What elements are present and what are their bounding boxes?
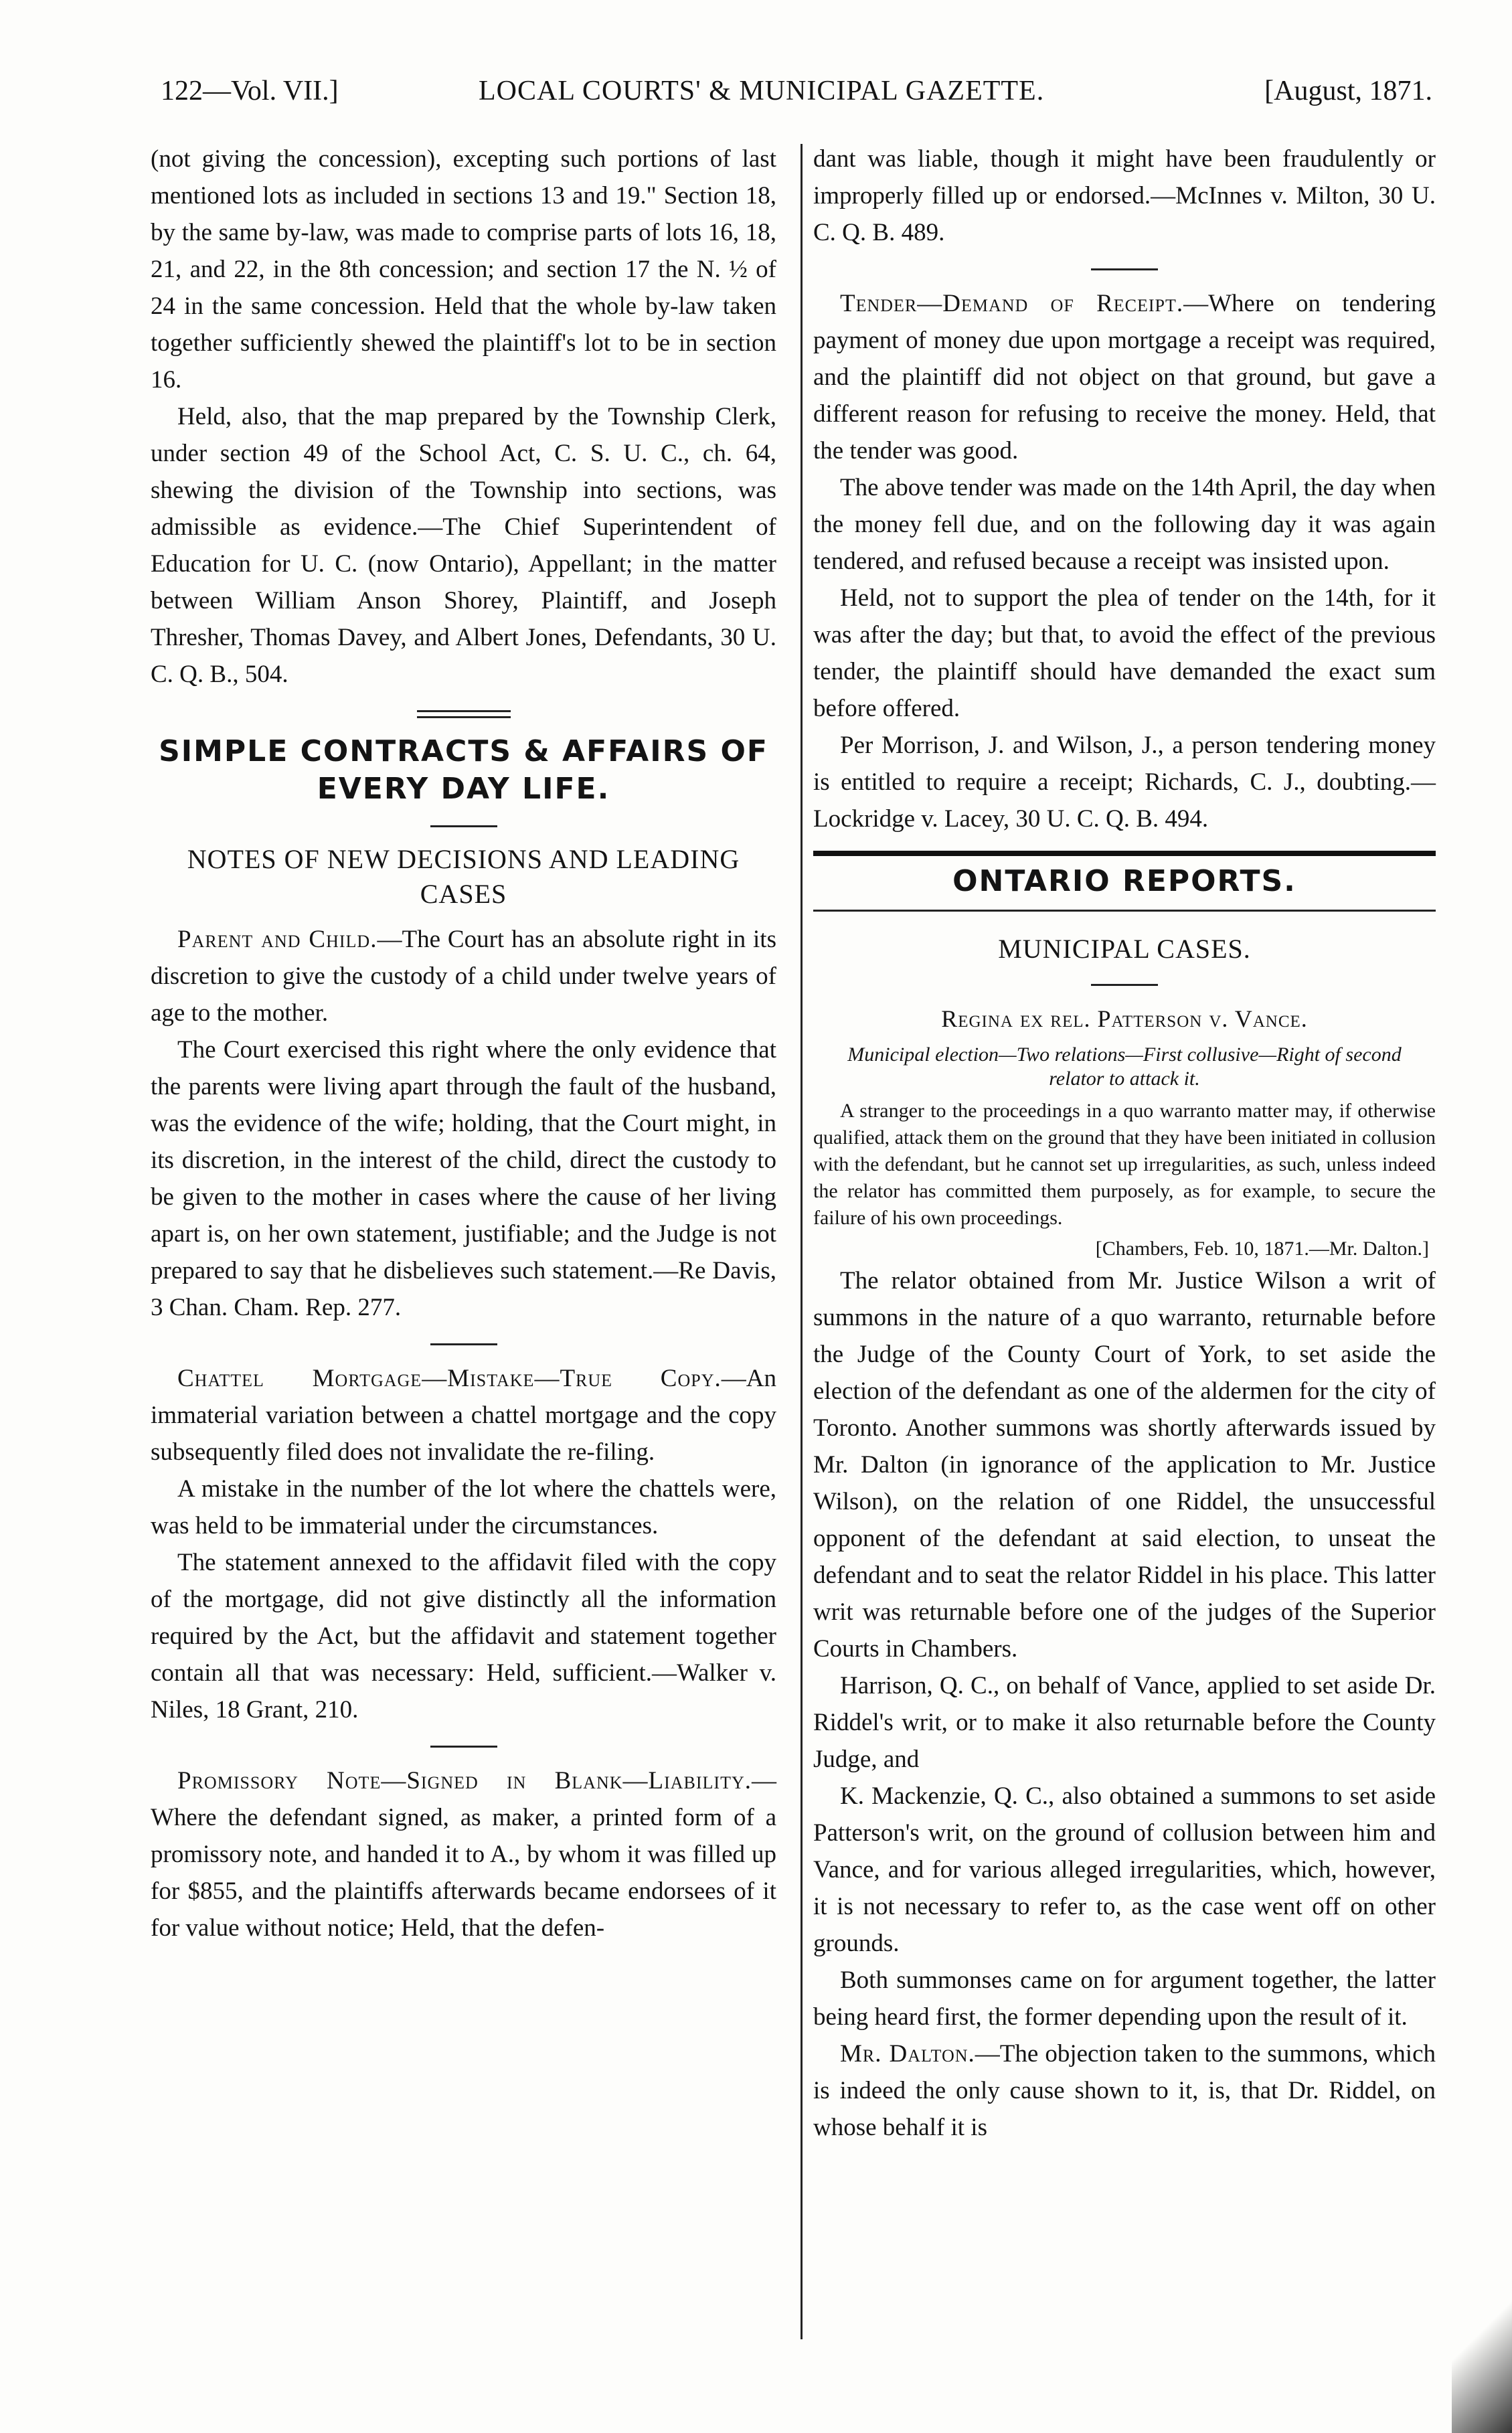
body-paragraph-2: Harrison, Q. C., on behalf of Vance, applied to set aside Dr. Riddel's writ, or to make it also returnable before the County Judge, and <box>813 1672 1436 1773</box>
dalton-heading: Mr. Dalton. <box>840 2040 975 2068</box>
column-divider <box>801 144 803 2339</box>
short-rule <box>430 1746 497 1748</box>
chattel-paragraph-3: The statement annexed to the affidavit filed with the copy of the mortgage, did not give distinctly all the information required by the Act, but the affidavit and statement together contain all that was necessary: Held, sufficient.—Walker v. Niles, 18 Grant, 210. <box>151 1549 776 1724</box>
short-rule <box>430 1343 497 1345</box>
running-header <box>154 75 1439 129</box>
parent-child-paragraph-2: The Court exercised this right where the only evidence that the parents were living apart through the fault of the husband, was the evidence of the wife; holding, that the Court might, in its discretion, in the interest of the child, direct the custody to be given to the mother in cases where the cause of her living apart is, on her own statement, justifiable; and the Judge is not prepared to say that he disbelieves such statement.—Re Davis, 3 Chan. Cham. Rep. 277. <box>151 1036 776 1321</box>
sub-title: NOTES OF NEW DECISIONS AND LEADING CASES <box>187 844 740 909</box>
chattel-paragraph-2: A mistake in the number of the lot where the chattels were, was held to be immaterial under the circumstances. <box>151 1475 776 1539</box>
continued-paragraph: (not giving the concession), excepting such portions of last mentioned lots as included in sections 13 and 19." Section 18, by the same by-law, was made to comprise parts of lots 16, 18, 21, and 22, in the 8th concession; and section 17 the N. ½ of 24 in the same concession. Held that the whole by-law taken together sufficiently shewed the plaintiff's lot to be in section 16. <box>151 145 776 394</box>
tender-paragraph-3: Held, not to support the plea of tender on the 14th, for it was after the day; but that, to avoid the effect of the previous tender, the plaintiff should have demanded the exact sum before offered. <box>813 584 1436 722</box>
heavy-rule <box>813 851 1436 856</box>
parent-child-paragraph: Parent and Child.—The Court has an absolute right in its discretion to give the custody of a child under twelve years of age to the mother. <box>151 926 776 1027</box>
body-paragraph: The relator obtained from Mr. Justice Wilson a writ of summons in the nature of a quo warranto, returnable before the Judge of the County Court of York, to set aside the election of the defendant as one of the aldermen for the city of Toronto. Another summons was shortly afterwards issued by Mr. Dalton (in ignorance of the application to Mr. Justice Wilson), on the relation of one Riddel, the unsuccessful opponent of the defendant at said election, to unseat the defendant and to seat the relator Riddel in his place. This latter writ was returnable before one of the judges of the Superior Courts in Chambers. <box>813 1267 1436 1663</box>
body-paragraph-4: Both summonses came on for argument together, the latter being heard first, the former depending upon the result of it. <box>813 1966 1436 2031</box>
promissory-heading: Promissory Note—Signed in Blank—Liability. <box>177 1767 752 1794</box>
publication-title: LOCAL COURTS' & MUNICIPAL GAZETTE. <box>479 76 1045 106</box>
body-paragraph-3: K. Mackenzie, Q. C., also obtained a summons to set aside Patterson's writ, on the ground of collusion between him and Vance, and for various alleged irregularities, which, however, it is not necessary to refer to, as the case went off on other grounds. <box>813 1782 1436 1957</box>
short-rule <box>1091 268 1158 270</box>
parent-child-heading: Parent and Child. <box>177 926 377 953</box>
reports-title: ONTARIO REPORTS. <box>952 864 1296 898</box>
held-paragraph: Held, also, that the map prepared by the Township Clerk, under section 49 of the School Act, C. S. U. C., ch. 64, shewing the division of the Township into sections, was admissible as evidence.—The Chief Superintendent of Education for U. C. (now Ontario), Appellant; in the matter between William Anson Shorey, Plaintiff, and Joseph Thresher, Thomas Davey, and Albert Jones, Defendants, 30 U. C. Q. B., 504. <box>151 403 776 688</box>
tender-paragraph-4: Per Morrison, J. and Wilson, J., a person tendering money is entitled to require a receipt; Richards, C. J., doubting.—Lockridge v. Lacey, 30 U. C. Q. B. 494. <box>813 732 1436 833</box>
chattel-paragraph: Chattel Mortgage—Mistake—True Copy.—An immaterial variation between a chattel mortgage and the copy subsequently filed does not invalidate the re-filing. <box>151 1365 776 1466</box>
right-column <box>813 141 1436 2146</box>
thin-rule <box>813 910 1436 912</box>
issue-date: [August, 1871. <box>1264 76 1432 106</box>
scan-edge-shadow <box>1452 2272 1512 2433</box>
syllabus: A stranger to the proceedings in a quo warranto matter may, if otherwise qualified, attack them on the ground that they have been initiated in collusion with the defendant, but he cannot set up irregularities, as such, unless indeed the relator has committed them purposely, as for example, to secure the failure of his own proceedings. <box>813 1100 1436 1229</box>
tender-heading: Tender—Demand of Receipt. <box>840 290 1184 317</box>
dalton-paragraph: Mr. Dalton.—The objection taken to the summons, which is indeed the only cause shown to it, is, that Dr. Riddel, on whose behalf it is <box>813 2040 1436 2141</box>
left-column <box>151 141 776 1946</box>
double-rule <box>417 710 511 718</box>
headnote: Municipal election—Two relations—First collusive—Right of second relator to attack it. <box>847 1043 1402 1090</box>
continued-paragraph: dant was liable, though it might have been fraudulently or improperly filled up or endorsed.—McInnes v. Milton, 30 U. C. Q. B. 489. <box>813 145 1436 246</box>
short-rule <box>430 825 497 827</box>
syllabus-citation: [Chambers, Feb. 10, 1871.—Mr. Dalton.] <box>1095 1238 1429 1260</box>
syllabus-block <box>813 1098 1436 1232</box>
section-title: SIMPLE CONTRACTS & AFFAIRS OF EVERY DAY LIFE. <box>159 734 768 806</box>
municipal-title: MUNICIPAL CASES. <box>998 934 1251 964</box>
chattel-heading: Chattel Mortgage—Mistake—True Copy. <box>177 1365 722 1392</box>
tender-paragraph: Tender—Demand of Receipt.—Where on tendering payment of money due upon mortgage a receipt was required, and the plaintiff did not object on that ground, but gave a different reason for refusing to receive the money. Held, that the tender was good. <box>813 290 1436 465</box>
short-rule <box>1091 984 1158 986</box>
page-volume: 122—Vol. VII.] <box>161 76 339 106</box>
tender-paragraph-2: The above tender was made on the 14th April, the day when the money fell due, and on the following day it was again tendered, and refused because a receipt was insisted upon. <box>813 474 1436 575</box>
case-title: Regina ex rel. Patterson v. Vance. <box>941 1005 1308 1032</box>
promissory-paragraph: Promissory Note—Signed in Blank—Liability.—Where the defendant signed, as maker, a printed form of a promissory note, and handed it to A., by whom it was filled up for $855, and the plaintiffs afterwards became endorsees of it for value without notice; Held, that the defen- <box>151 1767 776 1942</box>
